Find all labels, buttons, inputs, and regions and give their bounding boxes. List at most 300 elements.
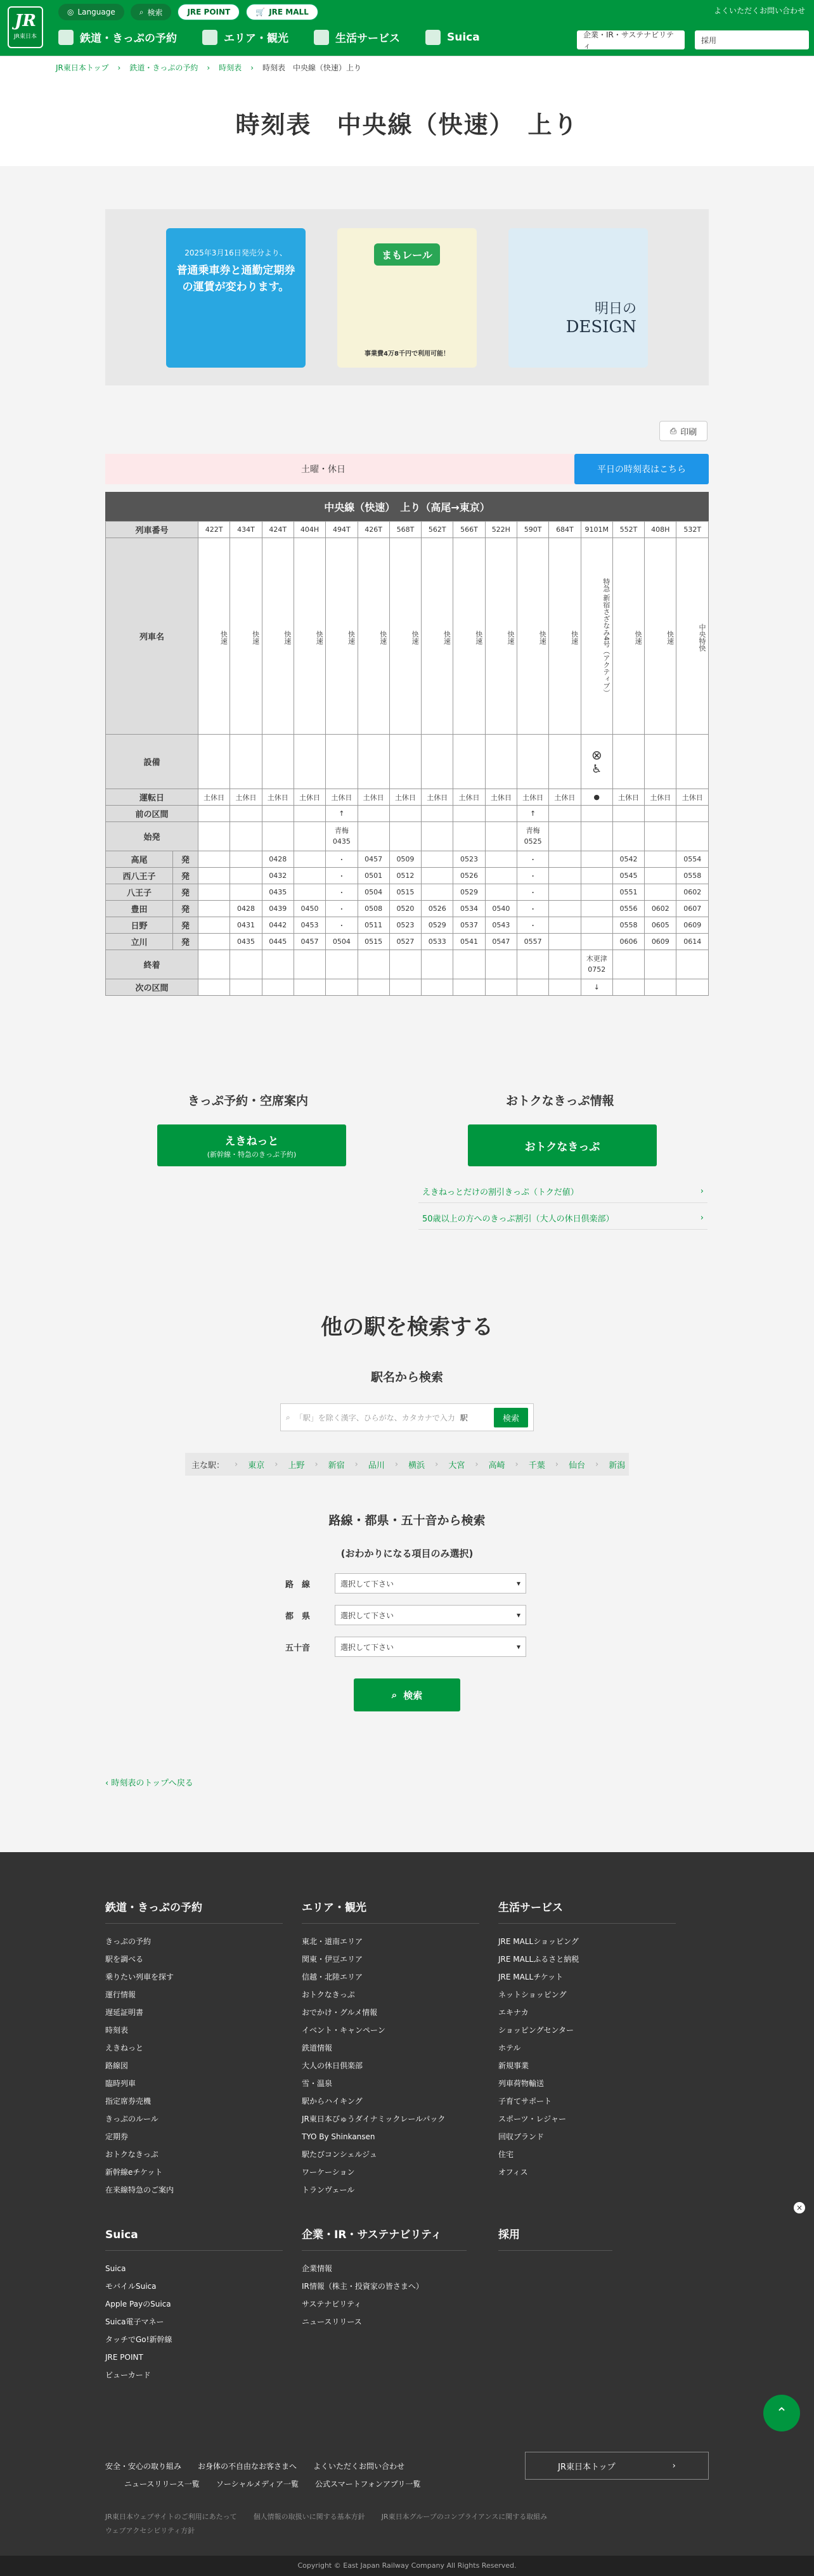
table-cell: 快速	[198, 538, 230, 735]
table-cell	[389, 806, 421, 822]
table-cell	[485, 868, 517, 884]
table-cell: 0450	[294, 901, 325, 917]
table-cell	[485, 806, 517, 822]
table-cell: 0541	[453, 934, 485, 950]
nav-life-label: 生活サービス	[335, 32, 400, 45]
table-cell: 552T	[612, 522, 644, 538]
table-cell: 426T	[358, 522, 389, 538]
row-kind: 発	[173, 901, 198, 917]
row-label: 次の区間	[106, 979, 198, 996]
table-cell	[198, 806, 230, 822]
table-cell	[485, 950, 517, 979]
table-cell: 0556	[612, 901, 644, 917]
table-cell	[581, 806, 612, 822]
ekinet-sub: (新幹線・特急のきっぷ予約)	[207, 1150, 297, 1159]
banner-design-line1: 明日の	[594, 301, 636, 317]
table-cell	[389, 822, 421, 851]
footer-link[interactable]: オフィス	[498, 2168, 528, 2177]
nav-railway-label: 鉄道・きっぷの予約	[80, 32, 177, 45]
recruit-label: 採用	[701, 35, 717, 45]
station-search-input[interactable]: 「駅」を除く漢字、ひらがな、カタカナで入力	[295, 1413, 455, 1422]
table-cell: 0515	[389, 884, 421, 901]
table-cell	[294, 884, 325, 901]
footer-link[interactable]: 住宅	[498, 2150, 514, 2159]
banner-mamorail-line1: まもレール	[374, 243, 440, 266]
table-cell	[612, 822, 644, 851]
faq-link[interactable]: よくいただくお問い合わせ	[713, 6, 805, 15]
chevron-right-icon: ›	[354, 1459, 358, 1469]
shopping-icon	[314, 30, 329, 45]
prefecture-select[interactable]	[335, 1605, 526, 1625]
major-station-link[interactable]: 横浜	[408, 1460, 425, 1471]
tab-weekday-link[interactable]	[574, 454, 709, 484]
prefecture-select-row	[285, 1604, 526, 1626]
table-cell: 0515	[358, 934, 389, 950]
table-cell: 0606	[612, 934, 644, 950]
table-cell	[581, 735, 612, 789]
prefecture-label: 都 県	[285, 1611, 311, 1621]
table-cell	[389, 950, 421, 979]
table-cell: 0428	[262, 851, 294, 868]
footer-link[interactable]: 運行情報	[105, 1990, 136, 1999]
table-cell: ↓	[581, 979, 612, 996]
table-cell: ●	[581, 789, 612, 806]
table-cell: 590T	[517, 522, 548, 538]
table-row	[106, 806, 709, 822]
row-kind: 発	[173, 934, 198, 950]
banner-fare[interactable]	[166, 228, 306, 368]
table-cell: 0442	[262, 917, 294, 934]
footer-link[interactable]: スポーツ・レジャー	[498, 2115, 566, 2123]
footer-link[interactable]: エキナカ	[498, 2008, 529, 2017]
corp-select[interactable]	[577, 30, 685, 49]
logo-text: JR東日本	[14, 34, 37, 40]
deal-link[interactable]	[418, 1180, 707, 1203]
footer-link[interactable]: JRE MALLショッピング	[498, 1937, 579, 1946]
table-row	[106, 789, 709, 806]
footer-column-title[interactable]: エリア・観光	[302, 1899, 479, 1924]
table-cell	[198, 950, 230, 979]
ticket-section-title: きっぷ予約・空席案内	[188, 1094, 309, 1108]
footer-column	[302, 1899, 479, 2199]
footer-link[interactable]: 在来線特急のご案内	[105, 2186, 174, 2194]
nav-area[interactable]	[202, 29, 288, 45]
table-cell	[198, 822, 230, 851]
footer-column-title[interactable]: Suica	[105, 2226, 283, 2251]
table-cell	[612, 735, 644, 789]
jre-point-button[interactable]	[178, 4, 240, 20]
table-cell	[422, 735, 453, 789]
footer-link[interactable]: JRE MALLチケット	[498, 1973, 564, 1981]
tab-weekday-label: 平日の時刻表はこちら	[597, 465, 686, 475]
table-cell	[422, 884, 453, 901]
footer-link[interactable]: 安全・安心の取り組み	[105, 2462, 182, 2471]
deal-link[interactable]	[418, 1207, 707, 1230]
deals-label: おトクなきっぷ	[524, 1140, 600, 1154]
table-cell	[549, 851, 581, 868]
footer-link[interactable]: トランヴェール	[302, 2186, 355, 2194]
kana-select[interactable]	[335, 1637, 526, 1657]
table-cell: ・	[517, 901, 548, 917]
route-search-button[interactable]	[354, 1678, 460, 1711]
table-cell: 土休日	[485, 789, 517, 806]
table-cell	[389, 979, 421, 996]
table-cell: 566T	[453, 522, 485, 538]
footer-link[interactable]: おトクなきっぷ	[105, 2150, 158, 2159]
table-cell: 0529	[453, 884, 485, 901]
station-search-box	[280, 1403, 534, 1431]
footer-link[interactable]: ネットショッピング	[498, 1990, 567, 1999]
footer-column	[498, 1899, 676, 2181]
table-cell	[581, 851, 612, 868]
footer-link[interactable]: 新規事業	[498, 2061, 529, 2070]
title-area	[0, 79, 814, 166]
footer-link[interactable]: ビューカード	[105, 2371, 151, 2380]
footer-link[interactable]: 回収ブランド	[498, 2132, 545, 2141]
footer-link[interactable]: えきねっと	[105, 2044, 144, 2052]
table-cell: 0439	[262, 901, 294, 917]
footer-link[interactable]: 時刻表	[105, 2026, 129, 2035]
print-button[interactable]	[659, 421, 707, 441]
footer-link[interactable]: Suica	[105, 2264, 126, 2273]
table-cell: 522H	[485, 522, 517, 538]
breadcrumb: JR東日本トップ › 鉄道・きっぷの予約 › 時刻表 › 時刻表 中央線（快速）上り	[0, 56, 814, 79]
table-cell: 0605	[645, 917, 676, 934]
row-label: 豊田	[106, 901, 173, 917]
table-cell	[294, 868, 325, 884]
jre-mall-label: JRE MALL	[269, 8, 309, 16]
footer-link[interactable]: 臨時列車	[105, 2079, 136, 2088]
language-label: Language	[77, 8, 115, 16]
table-cell	[676, 979, 709, 996]
search-icon: ⌕	[391, 1689, 397, 1701]
footer-link[interactable]: 駅を調べる	[105, 1955, 144, 1964]
search-button[interactable]	[131, 4, 172, 20]
footer-link[interactable]: IR情報（株主・投資家の皆さまへ）	[302, 2282, 423, 2291]
page-title: 時刻表 中央線（快速） 上り	[235, 110, 579, 139]
breadcrumb-item[interactable]: JR東日本トップ	[56, 63, 109, 72]
footer-link[interactable]: 遅延証明書	[105, 2008, 144, 2017]
table-cell: 0428	[230, 901, 262, 917]
footer-link[interactable]: 大人の休日倶楽部	[302, 2061, 363, 2070]
banner-design[interactable]	[508, 228, 648, 368]
station-search-button[interactable]: 検索	[494, 1408, 528, 1427]
legal-link[interactable]: ウェブアクセシビリティ方針	[105, 2527, 195, 2535]
legal-link[interactable]: 個人情報の取扱いに関する基本方針	[253, 2513, 365, 2521]
route-label: 路 線	[285, 1580, 311, 1590]
table-cell	[549, 901, 581, 917]
footer-link[interactable]: おでかけ・グルメ情報	[302, 2008, 378, 2017]
jre-mall-button[interactable]	[246, 4, 318, 20]
row-label: 日野	[106, 917, 173, 934]
footer-link[interactable]: 信越・北陸エリア	[302, 1973, 363, 1981]
banner-mamorail[interactable]	[337, 228, 477, 368]
table-row	[106, 917, 709, 934]
major-stations	[185, 1453, 629, 1476]
footer-link[interactable]: タッチでGo!新幹線	[105, 2335, 172, 2344]
table-cell	[422, 950, 453, 979]
banner-design-line2: DESIGN	[565, 318, 636, 337]
table-cell	[198, 868, 230, 884]
table-cell: 0432	[262, 868, 294, 884]
table-cell: ・	[326, 901, 358, 917]
table-cell: 土休日	[422, 789, 453, 806]
footer-link[interactable]: 関東・伊豆エリア	[302, 1955, 363, 1964]
footer-link[interactable]: 指定席券売機	[105, 2097, 152, 2106]
table-cell	[676, 806, 709, 822]
footer-link[interactable]: 駅からハイキング	[302, 2097, 363, 2106]
table-cell: 0542	[612, 851, 644, 868]
table-cell: ・	[517, 884, 548, 901]
tab-current-label: 土曜・休日	[301, 465, 346, 475]
table-cell	[230, 822, 262, 851]
footer-link[interactable]: ショッピングセンター	[498, 2026, 574, 2035]
search-note: (おわかりになる項目のみ選択)	[340, 1548, 474, 1559]
table-cell: 土休日	[262, 789, 294, 806]
chevron-right-icon: ›	[700, 1187, 704, 1196]
table-row	[106, 979, 709, 996]
footer-link[interactable]: 雪・温泉	[302, 2079, 333, 2088]
timetable-title: 中央線（快速） 上り（高尾→東京）	[105, 492, 709, 521]
row-label: 設備	[106, 735, 198, 789]
footer-column-title[interactable]: 生活サービス	[498, 1899, 676, 1924]
deals-button[interactable]	[468, 1124, 657, 1166]
table-cell	[645, 851, 676, 868]
breadcrumb-item[interactable]: 鉄道・きっぷの予約	[129, 63, 198, 72]
footer-link[interactable]: 駅たびコンシェルジュ	[302, 2150, 377, 2159]
banner-fare-line1: 2025年3月16日発売分より、	[184, 248, 287, 257]
search-icon: ⌕	[286, 1412, 290, 1422]
chevron-down-icon: ▾	[516, 1611, 520, 1620]
footer-link[interactable]: Apple PayのSuica	[105, 2300, 171, 2309]
table-cell: 青梅 0525	[517, 822, 548, 851]
recruit-select[interactable]	[695, 30, 809, 49]
legal-links-row	[105, 2511, 547, 2521]
table-cell	[198, 851, 230, 868]
kana-label: 五十音	[285, 1643, 311, 1653]
chevron-right-icon: ›	[435, 1459, 439, 1469]
table-cell: 0512	[389, 868, 421, 884]
chevron-down-icon: ▾	[516, 1642, 520, 1651]
table-cell: 0540	[485, 901, 517, 917]
language-button[interactable]	[58, 4, 124, 20]
footer-link[interactable]: モバイルSuica	[105, 2282, 157, 2291]
footer-link[interactable]: お身体の不自由なお客さまへ	[198, 2462, 297, 2471]
table-cell: 0526	[422, 901, 453, 917]
table-cell: 特急 新宿さざなみ4号（アクティブ）	[581, 538, 612, 735]
major-station-link[interactable]: 東京	[248, 1460, 265, 1471]
corp-label: 企業・IR・サステナビリティ	[583, 30, 674, 50]
footer-link[interactable]: イベント・キャンペーン	[302, 2026, 385, 2035]
footer-link[interactable]: 路線図	[105, 2061, 129, 2070]
copyright: Copyright © East Japan Railway Company All Rights Reserved.	[0, 2556, 814, 2576]
footer-link[interactable]: Suica電子マネー	[105, 2317, 164, 2326]
table-cell: 0543	[485, 917, 517, 934]
footer-link[interactable]: 公式スマートフォンアプリ一覧	[315, 2480, 421, 2489]
table-cell	[453, 806, 485, 822]
footer-link[interactable]: ニュースリリース	[302, 2317, 362, 2326]
table-cell	[294, 735, 325, 789]
table-row	[106, 950, 709, 979]
major-station-link[interactable]: 新宿	[328, 1460, 345, 1471]
table-cell	[645, 806, 676, 822]
table-cell	[294, 851, 325, 868]
chevron-right-icon: ›	[672, 2461, 676, 2471]
footer-link[interactable]: きっぷのルール	[105, 2115, 158, 2123]
table-cell	[485, 822, 517, 851]
footer-column-title[interactable]: 鉄道・きっぷの予約	[105, 1899, 283, 1924]
table-cell	[230, 868, 262, 884]
route-search-label: 検索	[403, 1689, 423, 1701]
table-cell	[198, 979, 230, 996]
table-cell	[676, 822, 709, 851]
table-cell	[294, 822, 325, 851]
timetable	[105, 521, 709, 996]
row-label: 列車番号	[106, 522, 198, 538]
major-station-link[interactable]: 新潟	[609, 1460, 626, 1471]
table-cell: 0523	[389, 917, 421, 934]
table-cell: 0609	[676, 917, 709, 934]
banner-area	[105, 209, 709, 385]
jr-top-button[interactable]	[525, 2452, 709, 2480]
table-cell: 0526	[453, 868, 485, 884]
breadcrumb-item[interactable]: 時刻表	[219, 63, 242, 72]
major-station-link[interactable]: 千葉	[528, 1460, 545, 1471]
table-cell: 0523	[453, 851, 485, 868]
table-cell: 0501	[358, 868, 389, 884]
table-cell	[326, 735, 358, 789]
table-cell	[198, 735, 230, 789]
table-cell	[485, 735, 517, 789]
nav-area-label: エリア・観光	[224, 32, 288, 45]
table-cell	[581, 917, 612, 934]
footer-link[interactable]: 列車荷物輸送	[498, 2079, 545, 2088]
footer-link[interactable]: JR東日本びゅうダイナミックレールパック	[302, 2115, 446, 2123]
table-cell: 0554	[676, 851, 709, 868]
table-cell	[517, 950, 548, 979]
table-cell	[262, 822, 294, 851]
footer-column	[302, 2226, 467, 2331]
footer-link[interactable]: 子育てサポート	[498, 2097, 552, 2106]
table-cell	[230, 735, 262, 789]
table-cell: 0529	[422, 917, 453, 934]
footer-link[interactable]: サステナビリティ	[302, 2300, 362, 2309]
footer-link[interactable]: 定期券	[105, 2132, 129, 2141]
table-cell: 快速	[549, 538, 581, 735]
footer-link[interactable]: ホテル	[498, 2044, 521, 2052]
table-cell: ↑	[326, 806, 358, 822]
major-station-link[interactable]: 品川	[368, 1460, 385, 1471]
table-cell	[549, 868, 581, 884]
table-cell	[645, 979, 676, 996]
table-cell	[549, 822, 581, 851]
card-icon	[425, 30, 441, 45]
chevron-right-icon: ›	[235, 1459, 238, 1469]
kana-select-value: 選択して下さい	[340, 1642, 394, 1652]
ekinet-button[interactable]	[157, 1124, 346, 1166]
table-cell	[198, 934, 230, 950]
table-cell: 404H	[294, 522, 325, 538]
table-cell: 土休日	[358, 789, 389, 806]
major-station-link[interactable]: 大宮	[448, 1460, 465, 1471]
footer-link[interactable]: よくいただくお問い合わせ	[313, 2462, 405, 2471]
nav-life[interactable]	[314, 29, 400, 45]
footer-link[interactable]: おトクなきっぷ	[302, 1990, 355, 1999]
table-cell	[645, 884, 676, 901]
table-cell	[230, 851, 262, 868]
ekinet-label: えきねっと	[224, 1135, 279, 1148]
footer-link[interactable]: 企業情報	[302, 2264, 333, 2273]
table-cell	[230, 979, 262, 996]
table-cell: 快速	[422, 538, 453, 735]
back-link[interactable]	[105, 1776, 193, 1788]
footer-link[interactable]: JRE POINT	[105, 2353, 143, 2362]
table-cell	[549, 934, 581, 950]
table-cell: 0431	[230, 917, 262, 934]
deals-section-title: おトクなきっぷ情報	[506, 1094, 614, 1108]
legal-link[interactable]: JR東日本グループのコンプライアンスに関する取組み	[381, 2513, 548, 2521]
footer-link[interactable]: 鉄道情報	[302, 2044, 333, 2052]
footer-link[interactable]: TYO By Shinkansen	[302, 2132, 375, 2141]
breadcrumb-current: 時刻表 中央線（快速）上り	[262, 63, 362, 72]
footer-link[interactable]: きっぷの予約	[105, 1937, 152, 1946]
major-station-link[interactable]: 上野	[288, 1460, 305, 1471]
footer-column-title[interactable]: 企業・IR・サステナビリティ	[302, 2226, 467, 2251]
footer-link[interactable]: 新幹線eチケット	[105, 2168, 163, 2177]
building-icon	[202, 30, 217, 45]
table-cell: 中央特快	[676, 538, 709, 735]
table-row	[106, 934, 709, 950]
footer-link[interactable]: ニュースリリース一覧	[124, 2480, 200, 2489]
major-station-link[interactable]: 高崎	[488, 1460, 505, 1471]
footer-link[interactable]: 乗りたい列車を探す	[105, 1973, 174, 1981]
table-cell	[422, 822, 453, 851]
table-cell: 0453	[294, 917, 325, 934]
table-cell: 快速	[358, 538, 389, 735]
footer-link[interactable]: 東北・道南エリア	[302, 1937, 363, 1946]
route-select[interactable]	[335, 1573, 526, 1594]
table-cell: 0551	[612, 884, 644, 901]
table-cell	[581, 901, 612, 917]
jr-logo[interactable]	[8, 6, 43, 48]
table-cell: ・	[326, 884, 358, 901]
table-cell: 0602	[676, 884, 709, 901]
table-row	[106, 822, 709, 851]
table-cell: 快速	[230, 538, 262, 735]
table-cell: 0533	[422, 934, 453, 950]
footer-link[interactable]: ソーシャルメディア一覧	[216, 2480, 299, 2489]
table-cell: 土休日	[198, 789, 230, 806]
table-cell: 0445	[262, 934, 294, 950]
row-label: 八王子	[106, 884, 173, 901]
major-station-link[interactable]: 仙台	[568, 1460, 585, 1471]
close-icon[interactable]: ×	[794, 2202, 805, 2213]
table-cell: 568T	[389, 522, 421, 538]
nav-railway[interactable]	[58, 29, 177, 45]
nav-suica[interactable]	[425, 29, 480, 45]
legal-link[interactable]: JR東日本ウェブサイトのご利用にあたって	[105, 2513, 237, 2521]
chevron-right-icon: ›	[275, 1459, 278, 1469]
chevron-right-icon: ›	[595, 1459, 599, 1469]
table-cell	[326, 950, 358, 979]
scroll-top-button[interactable]	[763, 2395, 800, 2431]
footer-link[interactable]: ワーケーション	[302, 2168, 355, 2177]
row-label: 始発	[106, 822, 198, 851]
footer-link[interactable]: JRE MALLふるさと納税	[498, 1955, 579, 1964]
table-cell: 0511	[358, 917, 389, 934]
table-cell: 土休日	[517, 789, 548, 806]
footer-column-title[interactable]: 採用	[498, 2226, 612, 2251]
